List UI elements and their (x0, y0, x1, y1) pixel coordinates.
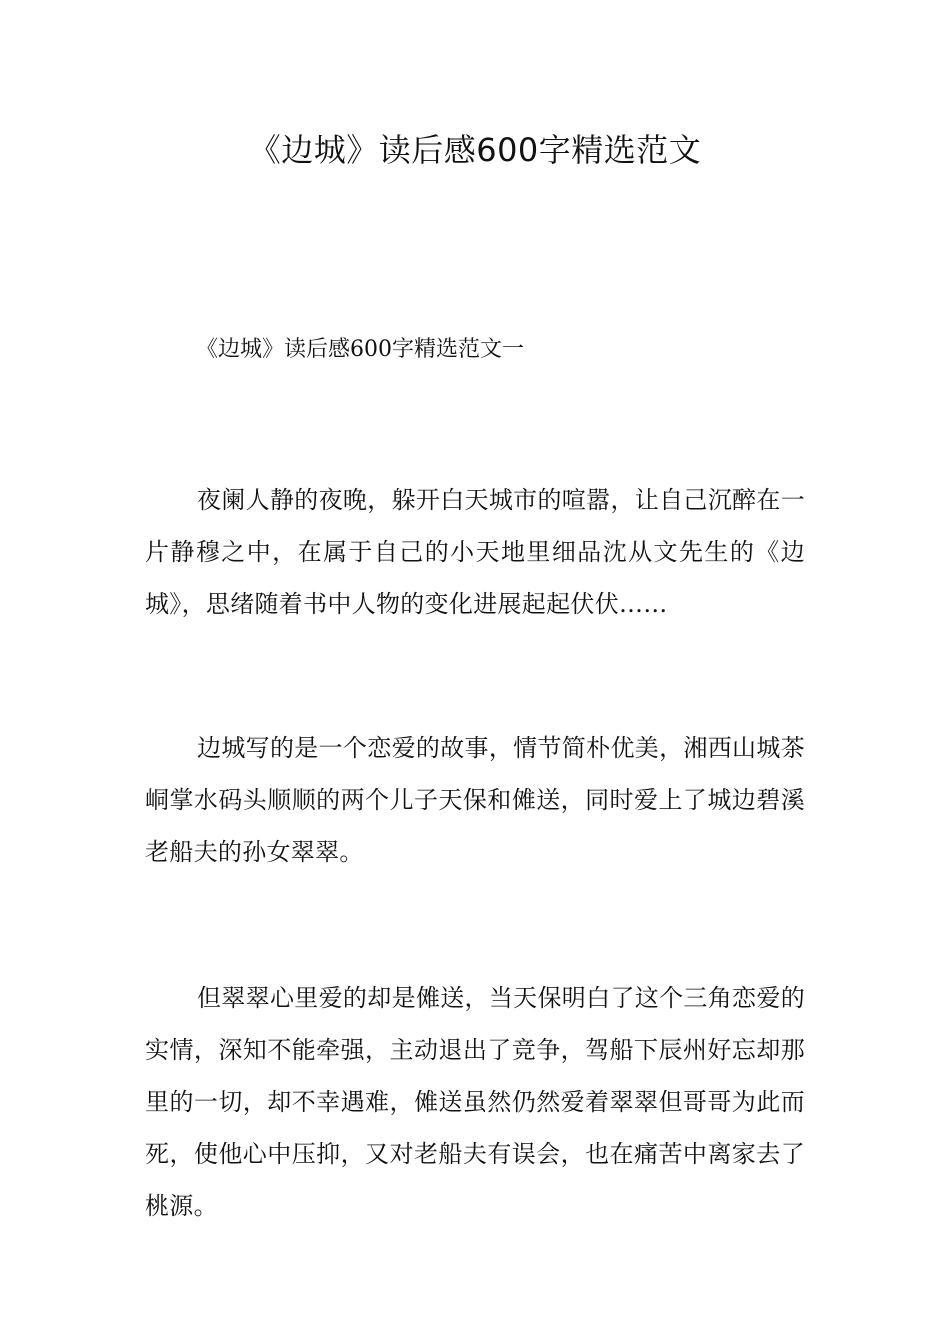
paragraph-3: 但翠翠心里爱的却是傩送，当天保明白了这个三角恋爱的实情，深知不能牵强，主动退出了竞争，驾船下辰州好忘却那里的一切，却不幸遇难，傩送虽然仍然爱着翠翠但哥哥为此而死，使他心中压抑，又对老船夫有误会，也在痛苦中离家去了桃源。 (145, 984, 805, 1220)
document-title: 《边城》读后感600字精选范文 (248, 131, 702, 169)
paragraph-1: 夜阑人静的夜晚，躲开白天城市的喧嚣，让自己沉醉在一片静穆之中，在属于自己的小天地里细品沈从文先生的《边城》，思绪随着书中人物的变化进展起起伏伏…… (145, 486, 805, 618)
section-heading: 《边城》读后感600字精选范文一 (196, 337, 524, 362)
paragraph-2: 边城写的是一个恋爱的故事，情节简朴优美，湘西山城茶峒掌水码头顺顺的两个儿子天保和傩送，同时爱上了城边碧溪老船夫的孙女翠翠。 (145, 734, 805, 866)
